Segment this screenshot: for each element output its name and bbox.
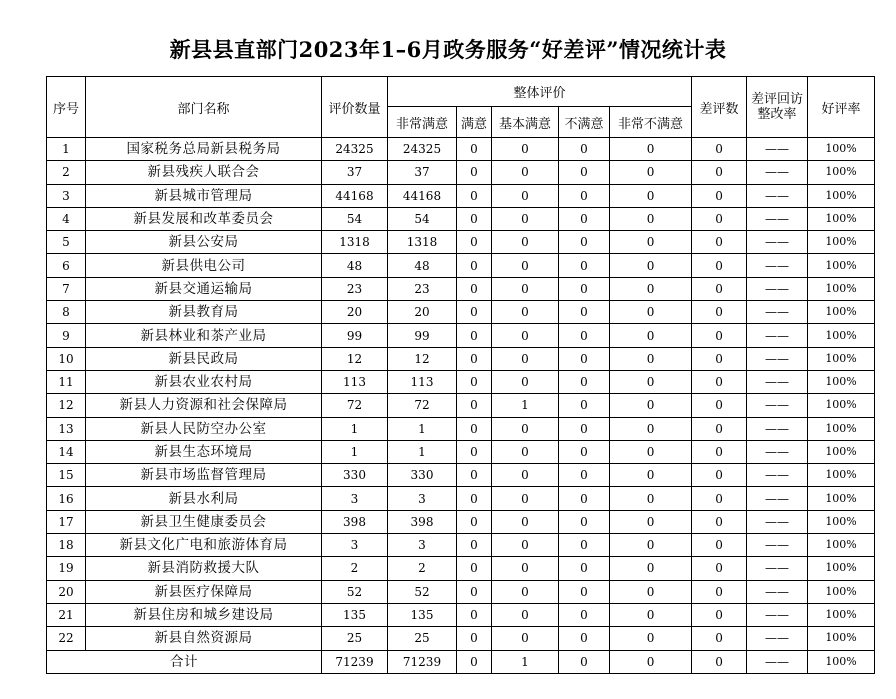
header-basic: 基本满意 [492,107,559,138]
total-very-unsatisfied: 0 [610,650,692,673]
cell-unsatisfied: 0 [559,534,610,557]
header-count: 评价数量 [322,77,388,138]
cell-very-satisfied: 37 [388,161,457,184]
cell-dept-name: 新县交通运输局 [86,277,322,300]
cell-index: 16 [47,487,86,510]
cell-unsatisfied: 0 [559,440,610,463]
cell-satisfied: 0 [457,603,492,626]
cell-rate: 100% [808,627,875,650]
header-bad: 差评数 [692,77,747,138]
cell-basic: 0 [492,324,559,347]
cell-rate: 100% [808,207,875,230]
cell-index: 19 [47,557,86,580]
cell-unsatisfied: 0 [559,254,610,277]
cell-bad: 0 [692,580,747,603]
table-row [47,277,875,300]
cell-index: 1 [47,138,86,161]
cell-count: 113 [322,370,388,393]
cell-very-satisfied: 398 [388,510,457,533]
table-row [47,627,875,650]
header-index: 序号 [47,77,86,138]
cell-dept-name: 新县医疗保障局 [86,580,322,603]
cell-very-unsatisfied: 0 [610,534,692,557]
cell-basic: 0 [492,557,559,580]
table-row [47,394,875,417]
cell-dept-name: 新县教育局 [86,301,322,324]
cell-satisfied: 0 [457,627,492,650]
cell-satisfied: 0 [457,557,492,580]
cell-very-unsatisfied: 0 [610,347,692,370]
cell-index: 11 [47,370,86,393]
cell-index: 21 [47,603,86,626]
cell-very-satisfied: 44168 [388,184,457,207]
cell-very-satisfied: 1318 [388,231,457,254]
cell-dept-name: 新县农业农村局 [86,370,322,393]
table-row [47,324,875,347]
cell-very-unsatisfied: 0 [610,231,692,254]
total-rate: 100% [808,650,875,673]
table-row [47,510,875,533]
cell-rate: 100% [808,184,875,207]
cell-bad: 0 [692,231,747,254]
cell-very-unsatisfied: 0 [610,277,692,300]
cell-very-satisfied: 1 [388,417,457,440]
cell-basic: 0 [492,487,559,510]
cell-bad: 0 [692,184,747,207]
cell-followup: —— [747,207,808,230]
cell-very-unsatisfied: 0 [610,557,692,580]
cell-dept-name: 新县人力资源和社会保障局 [86,394,322,417]
cell-dept-name: 新县消防救援大队 [86,557,322,580]
cell-very-satisfied: 12 [388,347,457,370]
cell-unsatisfied: 0 [559,510,610,533]
cell-basic: 0 [492,603,559,626]
cell-followup: —— [747,324,808,347]
cell-satisfied: 0 [457,370,492,393]
cell-very-unsatisfied: 0 [610,510,692,533]
cell-very-satisfied: 2 [388,557,457,580]
cell-index: 10 [47,347,86,370]
cell-basic: 0 [492,534,559,557]
cell-rate: 100% [808,231,875,254]
cell-rate: 100% [808,254,875,277]
cell-count: 3 [322,487,388,510]
cell-count: 2 [322,557,388,580]
table-title: 新县县直部门2023年1–6月政务服务“好差评”情况统计表 [169,37,727,62]
cell-satisfied: 0 [457,231,492,254]
cell-very-unsatisfied: 0 [610,161,692,184]
cell-very-unsatisfied: 0 [610,301,692,324]
cell-bad: 0 [692,603,747,626]
cell-bad: 0 [692,138,747,161]
total-satisfied: 0 [457,650,492,673]
cell-count: 25 [322,627,388,650]
table-row [47,557,875,580]
cell-bad: 0 [692,417,747,440]
cell-index: 3 [47,184,86,207]
cell-rate: 100% [808,603,875,626]
cell-dept-name: 新县水利局 [86,487,322,510]
cell-index: 2 [47,161,86,184]
cell-count: 398 [322,510,388,533]
cell-very-satisfied: 52 [388,580,457,603]
cell-dept-name: 新县残疾人联合会 [86,161,322,184]
cell-bad: 0 [692,487,747,510]
cell-rate: 100% [808,138,875,161]
cell-very-unsatisfied: 0 [610,394,692,417]
cell-basic: 0 [492,627,559,650]
cell-dept-name: 新县自然资源局 [86,627,322,650]
cell-satisfied: 0 [457,487,492,510]
cell-index: 14 [47,440,86,463]
cell-unsatisfied: 0 [559,603,610,626]
cell-very-unsatisfied: 0 [610,487,692,510]
cell-followup: —— [747,277,808,300]
cell-index: 4 [47,207,86,230]
cell-satisfied: 0 [457,207,492,230]
cell-dept-name: 新县城市管理局 [86,184,322,207]
cell-index: 22 [47,627,86,650]
cell-followup: —— [747,487,808,510]
cell-unsatisfied: 0 [559,464,610,487]
cell-rate: 100% [808,301,875,324]
cell-very-unsatisfied: 0 [610,324,692,347]
cell-very-satisfied: 23 [388,277,457,300]
cell-unsatisfied: 0 [559,207,610,230]
cell-bad: 0 [692,440,747,463]
cell-dept-name: 新县公安局 [86,231,322,254]
cell-unsatisfied: 0 [559,301,610,324]
cell-unsatisfied: 0 [559,487,610,510]
cell-dept-name: 新县供电公司 [86,254,322,277]
cell-bad: 0 [692,347,747,370]
cell-very-satisfied: 24325 [388,138,457,161]
table-row [47,138,875,161]
cell-dept-name: 新县人民防空办公室 [86,417,322,440]
cell-followup: —— [747,627,808,650]
table-row [47,417,875,440]
cell-very-unsatisfied: 0 [610,254,692,277]
cell-rate: 100% [808,347,875,370]
cell-count: 44168 [322,184,388,207]
cell-bad: 0 [692,557,747,580]
cell-basic: 0 [492,580,559,603]
cell-satisfied: 0 [457,138,492,161]
cell-very-satisfied: 72 [388,394,457,417]
cell-very-satisfied: 135 [388,603,457,626]
cell-dept-name: 新县民政局 [86,347,322,370]
cell-followup: —— [747,138,808,161]
cell-very-unsatisfied: 0 [610,207,692,230]
cell-bad: 0 [692,464,747,487]
cell-very-satisfied: 3 [388,487,457,510]
cell-satisfied: 0 [457,394,492,417]
cell-followup: —— [747,254,808,277]
total-bad: 0 [692,650,747,673]
cell-followup: —— [747,510,808,533]
cell-unsatisfied: 0 [559,184,610,207]
cell-index: 6 [47,254,86,277]
cell-basic: 1 [492,394,559,417]
cell-bad: 0 [692,277,747,300]
table-row [47,487,875,510]
table-row [47,603,875,626]
cell-followup: —— [747,370,808,393]
table-row [47,370,875,393]
cell-followup: —— [747,231,808,254]
cell-count: 23 [322,277,388,300]
header-very-unsatisfied: 非常不满意 [610,107,692,138]
cell-followup: —— [747,580,808,603]
cell-rate: 100% [808,557,875,580]
table-row [47,161,875,184]
cell-satisfied: 0 [457,534,492,557]
cell-count: 330 [322,464,388,487]
total-row [47,650,875,673]
cell-count: 54 [322,207,388,230]
cell-rate: 100% [808,324,875,347]
cell-very-satisfied: 3 [388,534,457,557]
cell-unsatisfied: 0 [559,324,610,347]
cell-very-unsatisfied: 0 [610,464,692,487]
header-followup: 差评回访整改率 [747,77,808,138]
cell-count: 1 [322,440,388,463]
cell-count: 3 [322,534,388,557]
table-row [47,347,875,370]
header-overall: 整体评价 [388,77,692,107]
cell-basic: 0 [492,417,559,440]
table-row [47,440,875,463]
cell-satisfied: 0 [457,301,492,324]
header-rate: 好评率 [808,77,875,138]
cell-rate: 100% [808,161,875,184]
cell-followup: —— [747,184,808,207]
cell-basic: 0 [492,138,559,161]
cell-bad: 0 [692,254,747,277]
cell-rate: 100% [808,487,875,510]
cell-satisfied: 0 [457,184,492,207]
cell-dept-name: 新县市场监督管理局 [86,464,322,487]
cell-bad: 0 [692,370,747,393]
cell-count: 37 [322,161,388,184]
cell-dept-name: 新县生态环境局 [86,440,322,463]
cell-basic: 0 [492,254,559,277]
cell-satisfied: 0 [457,161,492,184]
cell-very-unsatisfied: 0 [610,440,692,463]
cell-basic: 0 [492,231,559,254]
cell-bad: 0 [692,161,747,184]
cell-satisfied: 0 [457,347,492,370]
cell-count: 48 [322,254,388,277]
cell-very-satisfied: 330 [388,464,457,487]
table-row [47,231,875,254]
cell-followup: —— [747,557,808,580]
cell-followup: —— [747,464,808,487]
table-row [47,580,875,603]
cell-index: 8 [47,301,86,324]
table-row [47,301,875,324]
cell-count: 20 [322,301,388,324]
cell-rate: 100% [808,440,875,463]
total-count: 71239 [322,650,388,673]
cell-followup: —— [747,603,808,626]
cell-dept-name: 新县林业和茶产业局 [86,324,322,347]
header-satisfied: 满意 [457,107,492,138]
cell-basic: 0 [492,347,559,370]
cell-bad: 0 [692,207,747,230]
cell-unsatisfied: 0 [559,580,610,603]
cell-dept-name: 新县发展和改革委员会 [86,207,322,230]
cell-unsatisfied: 0 [559,138,610,161]
header-dept: 部门名称 [86,77,322,138]
cell-unsatisfied: 0 [559,231,610,254]
cell-satisfied: 0 [457,417,492,440]
cell-basic: 0 [492,184,559,207]
header-row-1 [47,77,875,107]
cell-satisfied: 0 [457,254,492,277]
cell-unsatisfied: 0 [559,161,610,184]
cell-basic: 0 [492,301,559,324]
table-row [47,534,875,557]
cell-unsatisfied: 0 [559,627,610,650]
cell-very-satisfied: 113 [388,370,457,393]
cell-rate: 100% [808,534,875,557]
cell-basic: 0 [492,370,559,393]
total-followup: —— [747,650,808,673]
cell-unsatisfied: 0 [559,370,610,393]
cell-very-unsatisfied: 0 [610,627,692,650]
cell-bad: 0 [692,324,747,347]
cell-rate: 100% [808,580,875,603]
cell-satisfied: 0 [457,510,492,533]
cell-rate: 100% [808,277,875,300]
cell-count: 52 [322,580,388,603]
cell-bad: 0 [692,627,747,650]
cell-basic: 0 [492,161,559,184]
cell-very-unsatisfied: 0 [610,370,692,393]
cell-followup: —— [747,440,808,463]
cell-index: 9 [47,324,86,347]
cell-satisfied: 0 [457,580,492,603]
cell-rate: 100% [808,417,875,440]
cell-followup: —— [747,417,808,440]
total-very-satisfied: 71239 [388,650,457,673]
header-unsatisfied: 不满意 [559,107,610,138]
cell-unsatisfied: 0 [559,557,610,580]
cell-count: 1 [322,417,388,440]
cell-index: 18 [47,534,86,557]
total-unsatisfied: 0 [559,650,610,673]
table-row [47,254,875,277]
cell-rate: 100% [808,394,875,417]
cell-count: 1318 [322,231,388,254]
cell-very-unsatisfied: 0 [610,603,692,626]
cell-bad: 0 [692,534,747,557]
cell-count: 24325 [322,138,388,161]
cell-dept-name: 新县文化广电和旅游体育局 [86,534,322,557]
evaluation-table [46,76,875,674]
cell-rate: 100% [808,510,875,533]
cell-unsatisfied: 0 [559,394,610,417]
cell-basic: 0 [492,277,559,300]
cell-satisfied: 0 [457,440,492,463]
cell-index: 20 [47,580,86,603]
total-label: 合计 [47,650,322,673]
cell-followup: —— [747,161,808,184]
cell-satisfied: 0 [457,277,492,300]
cell-very-unsatisfied: 0 [610,417,692,440]
cell-very-satisfied: 25 [388,627,457,650]
cell-rate: 100% [808,370,875,393]
cell-basic: 0 [492,440,559,463]
table-row [47,464,875,487]
cell-followup: —— [747,394,808,417]
cell-basic: 0 [492,207,559,230]
cell-very-satisfied: 99 [388,324,457,347]
cell-count: 99 [322,324,388,347]
cell-very-satisfied: 54 [388,207,457,230]
cell-unsatisfied: 0 [559,347,610,370]
cell-count: 12 [322,347,388,370]
total-basic: 1 [492,650,559,673]
cell-very-unsatisfied: 0 [610,138,692,161]
cell-satisfied: 0 [457,464,492,487]
cell-unsatisfied: 0 [559,277,610,300]
cell-very-satisfied: 48 [388,254,457,277]
cell-bad: 0 [692,301,747,324]
cell-index: 17 [47,510,86,533]
cell-bad: 0 [692,510,747,533]
cell-index: 7 [47,277,86,300]
header-very-satisfied: 非常满意 [388,107,457,138]
cell-very-satisfied: 1 [388,440,457,463]
cell-index: 13 [47,417,86,440]
cell-index: 15 [47,464,86,487]
table-row [47,207,875,230]
cell-dept-name: 国家税务总局新县税务局 [86,138,322,161]
cell-bad: 0 [692,394,747,417]
cell-dept-name: 新县卫生健康委员会 [86,510,322,533]
cell-dept-name: 新县住房和城乡建设局 [86,603,322,626]
cell-very-unsatisfied: 0 [610,184,692,207]
cell-index: 5 [47,231,86,254]
cell-followup: —— [747,301,808,324]
cell-satisfied: 0 [457,324,492,347]
cell-count: 72 [322,394,388,417]
cell-basic: 0 [492,464,559,487]
cell-index: 12 [47,394,86,417]
cell-unsatisfied: 0 [559,417,610,440]
cell-followup: —— [747,347,808,370]
cell-followup: —— [747,534,808,557]
cell-basic: 0 [492,510,559,533]
table-row [47,184,875,207]
cell-very-unsatisfied: 0 [610,580,692,603]
cell-rate: 100% [808,464,875,487]
cell-very-satisfied: 20 [388,301,457,324]
cell-count: 135 [322,603,388,626]
